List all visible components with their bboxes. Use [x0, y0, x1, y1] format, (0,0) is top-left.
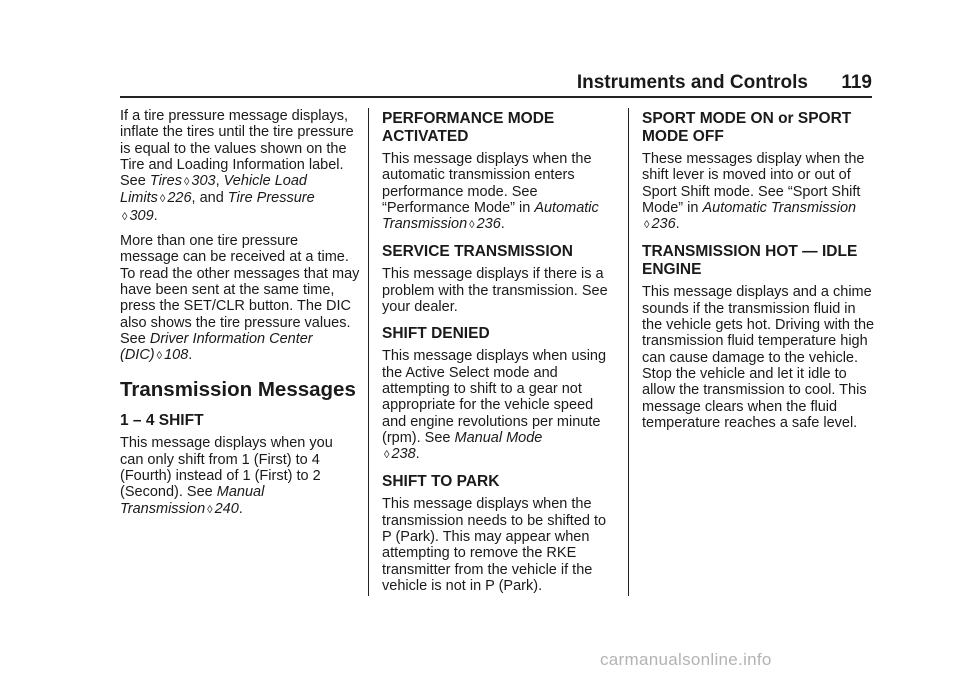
page-ref-icon: ◊ — [469, 219, 475, 232]
page-ref-icon: ◊ — [384, 449, 390, 462]
watermark: carmanualsonline.info — [600, 650, 772, 669]
xref-link[interactable]: Manual Mode — [454, 429, 543, 446]
message-heading: SHIFT TO PARK — [382, 473, 500, 491]
paragraph: This message displays when using the Active Select mode and attempting to shift to a gear not appropriate for the vehicle speed and engine revolutions per minute (rpm). See Manual Mode ◊ 238. — [382, 348, 607, 463]
paragraph: This message displays when the transmission needs to be shifted to P (Park). This may appear when attempting to remove the RKE transmitter from the vehicle if the vehicle is not in P (Park). — [382, 496, 607, 594]
page-ref-icon: ◊ — [207, 503, 213, 516]
column-1 — [120, 108, 360, 526]
xref-page[interactable]: 236 — [651, 216, 676, 233]
message-heading: SERVICE TRANSMISSION — [382, 243, 573, 261]
page-ref-icon: ◊ — [644, 219, 650, 232]
xref-link[interactable]: Automatic Transmission — [382, 199, 599, 233]
paragraph: This message displays and a chime sounds if the transmission fluid in the vehicle gets hot. Driving with the transmission fluid temperature high can cause damage to the vehicle. Stop the vehicle and let it idle to allow the transmission to cool. This message clears when the fluid temperature reaches a safe level. — [642, 284, 875, 431]
message-heading: 1 – 4 SHIFT — [120, 412, 204, 430]
column-3 — [642, 108, 878, 439]
paragraph: If a tire pressure message displays, inflate the tires until the tire pressure is equal to the values shown on the Tire and Loading Information label. See Tires ◊ 303, Vehicle Load Limits ◊ 226, and Tire Pressure ◊ 309. — [120, 108, 354, 224]
paragraph: This message displays when the automatic transmission enters performance mode. See “Performance Mode” in Automatic Transmission ◊ 236. — [382, 151, 599, 233]
xref-link[interactable]: Tire Pressure — [227, 190, 315, 207]
column-divider — [368, 108, 369, 596]
page-ref-icon: ◊ — [159, 193, 166, 206]
xref-page[interactable]: 240 — [214, 500, 239, 517]
column-divider — [628, 108, 629, 596]
page-header — [120, 70, 872, 98]
paragraph: These messages display when the shift lever is moved into or out of Sport Shift mode. See “Sport Shift Mode” in Automatic Transmission ◊ 236. — [642, 151, 865, 233]
message-heading: SHIFT DENIED — [382, 325, 490, 343]
message-heading: PERFORMANCE MODE ACTIVATED — [382, 110, 555, 145]
xref-page[interactable]: 236 — [476, 216, 501, 233]
column-2 — [382, 108, 614, 602]
section-title: Instruments and Controls — [576, 72, 808, 93]
page-ref-icon: ◊ — [183, 176, 190, 189]
message-heading: SPORT MODE ON or SPORT MODE OFF — [642, 110, 852, 145]
xref-link[interactable]: Vehicle Load Limits — [120, 173, 307, 207]
xref-link[interactable]: Tires — [149, 173, 182, 190]
xref-link[interactable]: Driver Information Center (DIC) — [120, 330, 313, 364]
xref-page[interactable]: 238 — [391, 446, 416, 463]
xref-page[interactable]: 303 — [191, 173, 216, 190]
paragraph: This message displays if there is a problem with the transmission. See your dealer. — [382, 266, 608, 316]
page-ref-icon: ◊ — [156, 350, 163, 363]
xref-page[interactable]: 226 — [167, 190, 192, 207]
xref-page[interactable]: 309 — [129, 207, 154, 224]
page-ref-icon: ◊ — [122, 210, 128, 223]
section-heading: Transmission Messages — [120, 378, 356, 402]
paragraph: This message displays when you can only shift from 1 (First) to 4 (Fourth) instead of 1 (First) to 2 (Second). See Manual Transmission ◊ 240. — [120, 435, 333, 517]
page-number: 119 — [841, 72, 872, 93]
message-heading: TRANSMISSION HOT — IDLE ENGINE — [642, 243, 858, 279]
xref-page[interactable]: 108 — [164, 347, 189, 364]
paragraph: More than one tire pressure message can be received at a time. To read the other messages that may have been sent at the same time, press the SET/CLR button. The DIC also shows the tire pressure values. See Driver Information Center (DIC) ◊ 108. — [120, 233, 360, 364]
xref-link[interactable]: Manual Transmission — [120, 484, 265, 517]
xref-link[interactable]: Automatic Transmission — [702, 199, 857, 216]
